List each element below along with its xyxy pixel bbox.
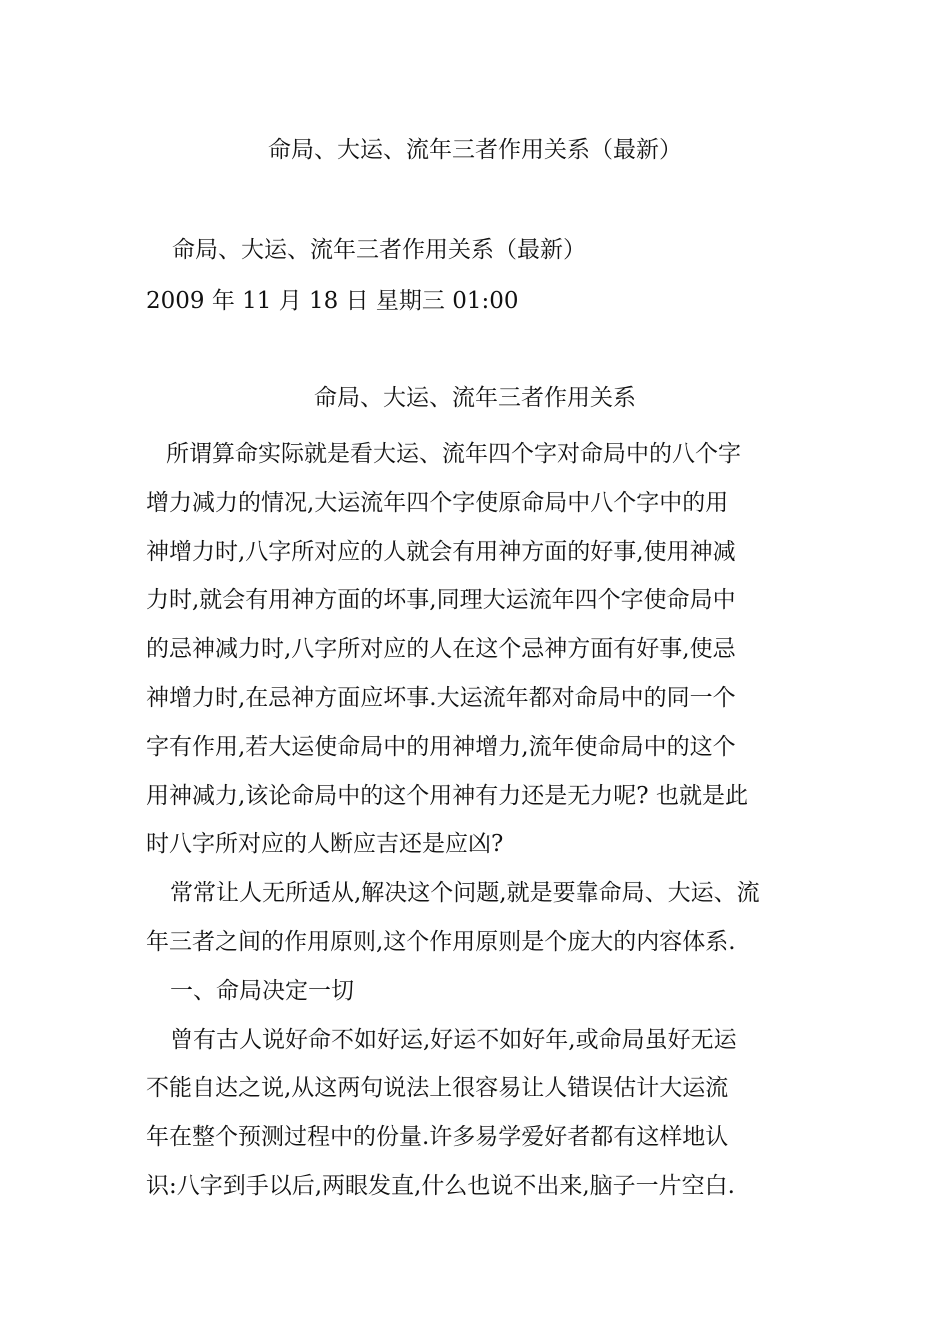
text-line: 年三者之间的作用原则,这个作用原则是个庞大的内容体系. <box>146 928 736 955</box>
text-line: 用神减力,该论命局中的这个用神有力还是无力呢? 也就是此 <box>146 782 748 809</box>
document-title: 命局、大运、流年三者作用关系（最新） <box>268 137 682 163</box>
text-line: 时八字所对应的人断应吉还是应凶? <box>146 831 504 858</box>
text-line: 神增力时,在忌神方面应坏事.大运流年都对命局中的同一个 <box>146 684 736 711</box>
text-line: 力时,就会有用神方面的坏事,同理大运流年四个字使命局中 <box>146 587 736 614</box>
text-line: 年在整个预测过程中的份量.许多易学爱好者都有这样地认 <box>146 1124 729 1151</box>
text-line: 神增力时,八字所对应的人就会有用神方面的好事,使用神减 <box>146 538 736 565</box>
text-line: 的忌神减力时,八字所对应的人在这个忌神方面有好事,使忌 <box>146 636 736 663</box>
list-heading: 一、命局决定一切 <box>170 977 354 1004</box>
section-heading: 命局、大运、流年三者作用关系 <box>314 385 636 411</box>
text-line: 增力减力的情况,大运流年四个字使原命局中八个字中的用 <box>146 489 729 516</box>
text-line: 字有作用,若大运使命局中的用神增力,流年使命局中的这个 <box>146 733 736 760</box>
text-line: 常常让人无所适从,解决这个问题,就是要靠命局、大运、流 <box>170 880 760 907</box>
text-line: 曾有古人说好命不如好运,好运不如好年,或命局虽好无运 <box>170 1026 737 1053</box>
text-line: 识:八字到手以后,两眼发直,什么也说不出来,脑子一片空白. <box>146 1172 735 1199</box>
post-date: 2009 年 11 月 18 日 星期三 01:00 <box>146 288 519 314</box>
text-line: 所谓算命实际就是看大运、流年四个字对命局中的八个字 <box>166 441 741 467</box>
body-text <box>146 430 808 1211</box>
document-subtitle: 命局、大运、流年三者作用关系（最新） <box>172 237 586 263</box>
text-line: 不能自达之说,从这两句说法上很容易让人错误估计大运流 <box>146 1075 729 1102</box>
